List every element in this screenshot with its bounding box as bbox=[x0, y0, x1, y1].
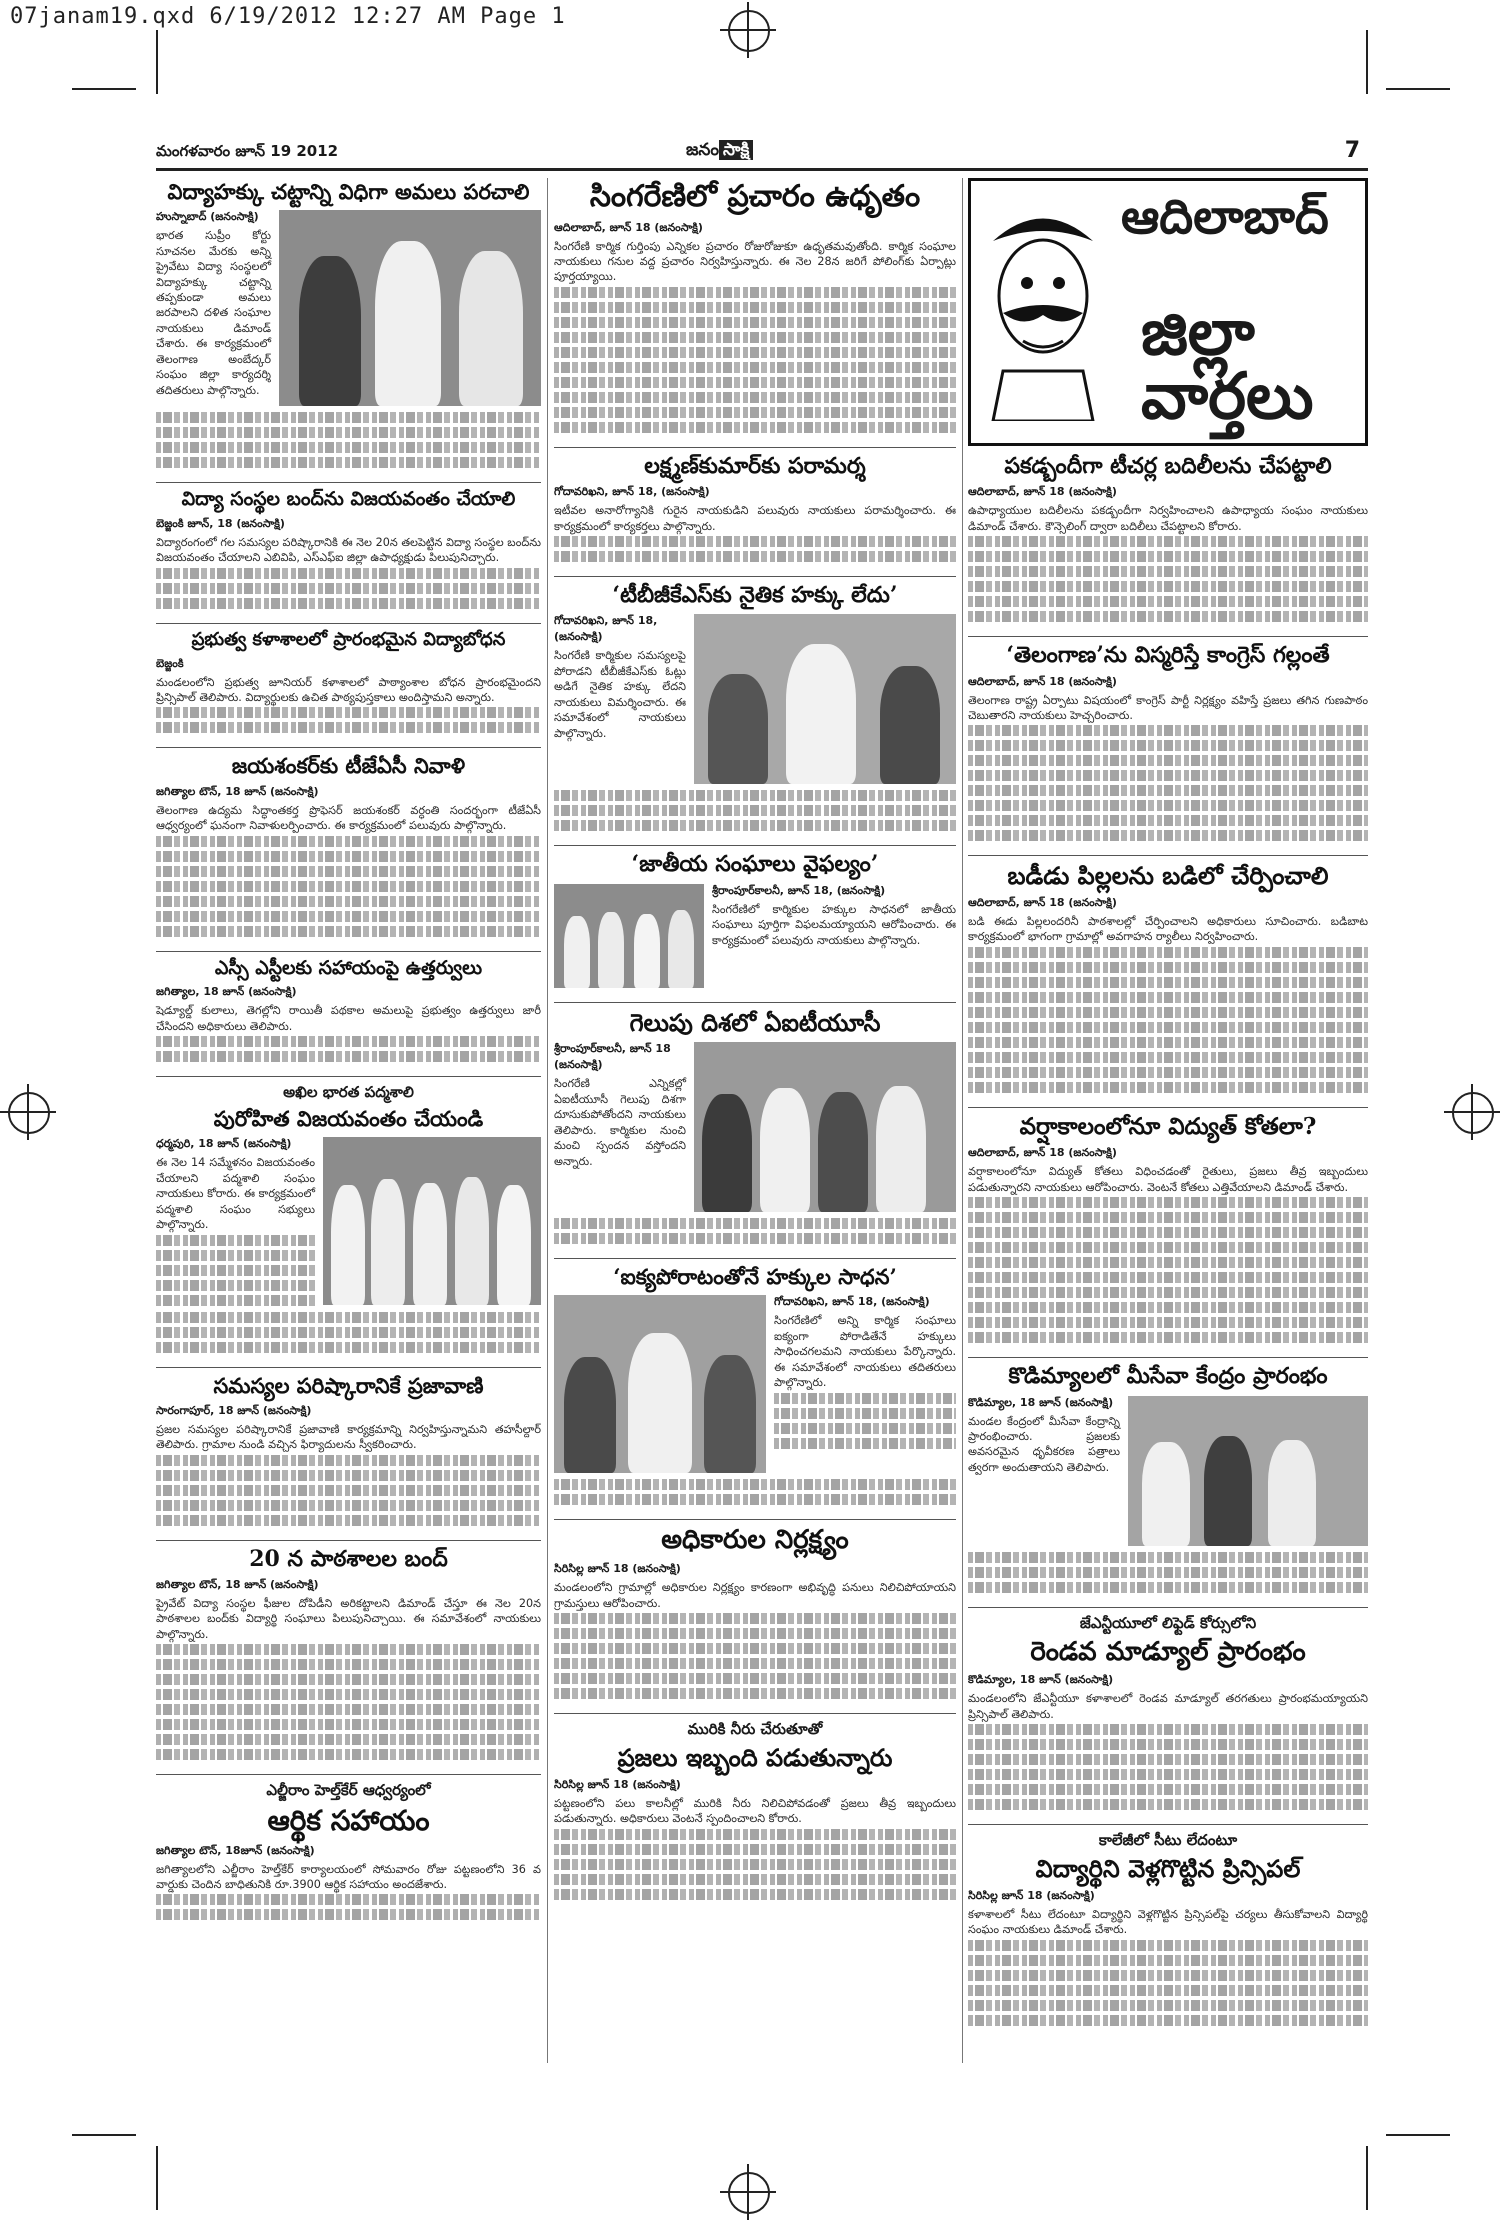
article-body: షెడ్యూల్డ్ కులాలు, తెగల్లోని రాయితీ పథకాల అమలుపై ప్రభుత్వం ఉత్తర్వులు జారీ చేసిందని అధికారులు తెలిపారు. bbox=[156, 1004, 541, 1033]
article-photo bbox=[694, 614, 956, 784]
article-kicker: మురికి నీరు చేరుతూతో bbox=[687, 1720, 823, 1739]
article bbox=[156, 1781, 541, 1924]
registration-mark-left bbox=[0, 1084, 56, 1140]
article bbox=[156, 180, 541, 472]
article-dateline: ఆదిలాబాద్, జూన్ 18 (జనంసాక్షి) bbox=[968, 1146, 1117, 1160]
article bbox=[156, 1374, 541, 1530]
article-body: ఉపాధ్యాయుల బదిలీలను పకడ్బందీగా నిర్వహించాలని ఉపాధ్యాయ సంఘం నాయకులు డిమాండ్ చేశారు. కౌన్సెలింగ్ ద్వారా బదిలీలు చేపట్టాలని కోరారు. bbox=[968, 504, 1368, 533]
article-headline: 20 న పాఠశాలల బంద్ bbox=[249, 1545, 448, 1572]
masthead-part-a: జనం bbox=[686, 140, 719, 160]
article-headline: విద్యార్థిని వెళ్లగొట్టిన ప్రిన్సిపల్ bbox=[1035, 1854, 1301, 1884]
article-headline: అధికారుల నిర్లక్ష్యం bbox=[661, 1525, 849, 1556]
article-dateline: జగిత్యాల టౌన్, 18 జూన్ (జనంసాక్షి) bbox=[156, 784, 319, 798]
article-headline: ఆర్థిక సహాయం bbox=[267, 1804, 430, 1838]
article-headline: సమస్యల పరిష్కారానికే ప్రజావాణి bbox=[213, 1372, 484, 1398]
column-rule bbox=[962, 178, 963, 2063]
article-body: ప్రైవేట్ విద్యా సంస్థల ఫీజుల దోపిడీని అరికట్టాలని డిమాండ్ చేస్తూ ఈ నెల 20న పాఠశాలల బంద్‌కు విద్యార్థి సంఘాలు పిలుపునిచ్చాయి. ఈ సమావేశంలో నాయకులు పాల్గొన్నారు. bbox=[156, 1597, 541, 1641]
article-headline: ప్రభుత్వ కళాశాలలో ప్రారంభమైన విద్యాబోధన bbox=[191, 628, 506, 650]
article-dateline: హుస్నాబాద్ (జనంసాక్షి) bbox=[156, 210, 259, 224]
article-body: బడి ఈడు పిల్లలందరినీ పాఠశాలల్లో చేర్పించాలని అధికారులు సూచించారు. బడిబాట కార్యక్రమంలో భాగంగా గ్రామాల్లో అవగాహన ర్యాలీలు నిర్వహించారు. bbox=[968, 915, 1368, 944]
article-headline: ‘తెలంగాణ’ను విస్మరిస్తే కాంగ్రెస్ గల్లంతే bbox=[1006, 642, 1330, 669]
article-dateline: కొడిమ్యాల, 18 జూన్ (జనంసాక్షి) bbox=[968, 1395, 1114, 1409]
article-headline: పకడ్బందీగా టీచర్ల బదిలీలను చేపట్టాలి bbox=[1004, 453, 1332, 479]
header-date: మంగళవారం జూన్ 19 2012 bbox=[156, 142, 339, 160]
article-headline: ప్రజలు ఇబ్బంది పడుతున్నారు bbox=[617, 1743, 893, 1773]
registration-mark-right bbox=[1444, 1084, 1500, 1140]
article-kicker: జేఎన్టీయూలో లిఫ్టెడ్ కోర్సులోని bbox=[1079, 1613, 1257, 1632]
article-dateline: జగిత్యాల టౌన్, 18 జూన్ (జనంసాక్షి) bbox=[156, 1578, 319, 1592]
article-photo bbox=[694, 1042, 956, 1212]
article-dateline: ఆదిలాబాద్, జూన్ 18 (జనంసాక్షి) bbox=[968, 896, 1117, 909]
column-middle bbox=[554, 178, 956, 1914]
article-dateline: జగిత్యాల, 18 జూన్ (జనంసాక్షి) bbox=[156, 985, 297, 999]
article-body: తెలంగాణ ఉద్యమ సిద్ధాంతకర్త ప్రొఫెసర్ జయశంకర్ వర్ధంతి సందర్భంగా టీజేఏసీ ఆధ్వర్యంలో ఘనంగా నివాళులర్పించారు. ఈ కార్యక్రమంలో పలువురు పాల్గొన్నారు. bbox=[156, 803, 541, 833]
article-headline: జయశంకర్‌కు టీజేఏసీ నివాళి bbox=[231, 753, 466, 779]
article-headline: పురోహిత విజయవంతం చేయండి bbox=[213, 1106, 484, 1132]
article-dateline: ఆదిలాబాద్, జూన్ 18 (జనంసాక్షి) bbox=[968, 485, 1117, 499]
masthead bbox=[686, 140, 753, 164]
article-photo bbox=[323, 1137, 541, 1305]
column-rule bbox=[547, 178, 548, 2063]
article bbox=[968, 454, 1368, 626]
article-headline: బడీడు పిల్లలను బడిలో చేర్పించాలి bbox=[1007, 861, 1329, 891]
article-headline: విద్యా సంస్థల బంద్‌ను విజయవంతం చేయాలి bbox=[181, 488, 516, 511]
crop-mark bbox=[1366, 2146, 1368, 2210]
article-kicker: ఎల్జీరాం హెల్త్‌కేర్ ఆధ్వర్యంలో bbox=[266, 1781, 431, 1800]
registration-mark-bottom bbox=[720, 2164, 776, 2220]
article-body: సింగరేణి కార్మిక గుర్తింపు ఎన్నికల ప్రచారం రోజురోజుకూ ఉధృతమవుతోంది. కార్మిక సంఘాల నాయకులు గనుల వద్ద ప్రచారం నిర్వహిస్తున్నారు. ఈ నెల 28న జరిగే పోలింగ్‌కు ఏర్పాట్లు పూర్తయ్యాయి. bbox=[554, 239, 956, 284]
page-number: 7 bbox=[1344, 138, 1360, 163]
article bbox=[968, 1614, 1368, 1815]
article-headline: ఎస్సీ ఎస్టీలకు సహాయంపై ఉత్తర్వులు bbox=[214, 956, 483, 979]
article bbox=[968, 1364, 1368, 1596]
article bbox=[968, 1114, 1368, 1347]
article-headline: విద్యాహక్కు చట్టాన్ని విధిగా అమలు పరచాలి bbox=[167, 179, 530, 204]
article bbox=[554, 583, 956, 835]
article-photo bbox=[554, 884, 704, 988]
article-body: సింగరేణి కార్మికుల సమస్యలపై పోరాడని టీబీజీకేఎస్‌కు ఓట్లు అడిగే నైతిక హక్కు లేదని నాయకులు విమర్శించారు. ఈ సమావేశంలో నాయకులు పాల్గొన్నారు. bbox=[554, 649, 686, 740]
article-dateline: గోదావరిఖని, జూన్ 18, (జనంసాక్షి) bbox=[554, 485, 710, 499]
article-dateline: సారంగాపూర్, 18 జూన్ (జనంసాక్షి) bbox=[156, 1403, 312, 1417]
crop-mark bbox=[156, 30, 158, 94]
article-body: పట్టణంలోని పలు కాలనీల్లో మురికి నీరు నిలిచిపోవడంతో ప్రజలు తీవ్ర ఇబ్బందులు పడుతున్నారు. అధికారులు వెంటనే స్పందించాలని కోరారు. bbox=[554, 1796, 956, 1826]
article-headline: సింగరేణిలో ప్రచారం ఉధృతం bbox=[589, 179, 921, 214]
article-body: జగిత్యాలలోని ఎల్జీరాం హెల్త్‌కేర్ కార్యాలయంలో సోమవారం రోజు పట్టణంలోని 36 వ వార్డుకు చెందిన బాధితునికి రూ.3900 ఆర్థిక సహాయం అందజేశారు. bbox=[156, 1862, 541, 1892]
article bbox=[554, 180, 956, 437]
article-dateline: సిరిసిల్ల జూన్ 18 (జనంసాక్షి) bbox=[554, 1562, 681, 1576]
article bbox=[156, 1083, 541, 1356]
cartoon-face-icon bbox=[983, 201, 1103, 421]
article-headline: కొడిమ్యాలలో మీసేవా కేంద్రం ప్రారంభం bbox=[1008, 1363, 1328, 1390]
article-body: సింగరేణిలో అన్ని కార్మిక సంఘాలు ఐక్యంగా పోరాడితేనే హక్కులు సాధించగలమని నాయకులు పేర్కొన్నారు. ఈ సమావేశంలో నాయకులు తదితరులు పాల్గొన్నారు. bbox=[774, 1314, 956, 1390]
article-dateline: శ్రీరాంపూర్‌కాలనీ, జూన్ 18 (జనంసాక్షి) bbox=[554, 1042, 671, 1072]
article-body: తెలంగాణ రాష్ట్ర ఏర్పాటు విషయంలో కాంగ్రెస్ పార్టీ నిర్లక్ష్యం వహిస్తే ప్రజలు తగిన గుణపాఠం చెబుతారని నాయకులు హెచ్చరించారు. bbox=[968, 693, 1368, 722]
article-body: మండలంలోని గ్రామాల్లో అధికారుల నిర్లక్ష్యం కారణంగా అభివృద్ధి పనులు నిలిచిపోయాయని గ్రామస్తులు ఆరోపించారు. bbox=[554, 1581, 956, 1610]
article bbox=[156, 958, 541, 1067]
article-dateline: సిరిసిల్ల జూన్ 18 (జనంసాక్షి) bbox=[554, 1777, 681, 1791]
crop-mark bbox=[1386, 2134, 1450, 2136]
article bbox=[156, 630, 541, 738]
column-left bbox=[156, 178, 541, 1934]
article-body: సింగరేణిలో కార్మికుల హక్కుల సాధనలో జాతీయ సంఘాలు పూర్తిగా విఫలమయ్యాయని ఆరోపించారు. ఈ కార్యక్రమంలో పలువురు నాయకులు పాల్గొన్నారు. bbox=[712, 902, 956, 947]
article-dateline: ఆదిలాబాద్, జూన్ 18 (జనంసాక్షి) bbox=[554, 220, 703, 234]
article-body: వర్షాకాలంలోనూ విద్యుత్ కోతలు విధించడంతో రైతులు, ప్రజలు తీవ్ర ఇబ్బందులు పడుతున్నారని నాయకులు ఆరోపించారు. వెంటనే కోతలు ఎత్తివేయాలని డిమాండ్ చేశారు. bbox=[968, 1165, 1368, 1194]
article bbox=[968, 643, 1368, 845]
article bbox=[554, 1265, 956, 1509]
article-body: మండల కేంద్రంలో మీసేవా కేంద్రాన్ని ప్రారంభించారు. ప్రజలకు అవసరమైన ధృవీకరణ పత్రాలు త్వరగా అందుతాయని తెలిపారు. bbox=[968, 1414, 1120, 1474]
article-body: ఇటీవల అనారోగ్యానికి గురైన నాయకుడిని పలువురు నాయకులు పరామర్శించారు. ఈ కార్యక్రమంలో కార్యకర్తలు పాల్గొన్నారు. bbox=[554, 504, 956, 533]
article bbox=[554, 454, 956, 566]
column-right bbox=[968, 178, 1368, 2040]
logo-title-line2: జిల్లా వార్తలు bbox=[1141, 295, 1314, 434]
article bbox=[554, 852, 956, 991]
article-body: ప్రజల సమస్యల పరిష్కారానికే ప్రజావాణి కార్యక్రమాన్ని నిర్వహిస్తున్నామని తహసీల్దార్ తెలిపారు. గ్రామాల నుండి వచ్చిన ఫిర్యాదులను స్వీకరించారు. bbox=[156, 1422, 541, 1452]
article bbox=[968, 862, 1368, 1097]
article bbox=[968, 1831, 1368, 2030]
article-dateline: సిరిసిల్ల జూన్ 18 (జనంసాక్షి) bbox=[968, 1888, 1095, 1902]
registration-mark-top bbox=[720, 2, 776, 58]
article-dateline: గోదావరిఖని, జూన్ 18, (జనంసాక్షి) bbox=[554, 614, 658, 644]
article-dateline: కొడిమ్యాల, 18 జూన్ (జనంసాక్షి) bbox=[968, 1673, 1114, 1687]
article-headline: రెండవ మాడ్యూల్ ప్రారంభం bbox=[1030, 1636, 1306, 1667]
article-dateline: జగిత్యాల టౌన్, 18జూన్ (జనంసాక్షి) bbox=[156, 1843, 315, 1857]
article-headline: ‘జాతీయ సంఘాలు వైఫల్యం’ bbox=[631, 851, 879, 878]
article-dateline: బెజ్జంకి bbox=[156, 656, 184, 670]
article-headline: గెలుపు దిశలో ఏఐటీయూసీ bbox=[629, 1007, 881, 1037]
article-dateline: ధర్మపురి, 18 జూన్ (జనంసాక్షి) bbox=[156, 1137, 292, 1151]
crop-mark bbox=[156, 2146, 158, 2210]
article-kicker: కాలేజీలో సీటు లేదంటూ bbox=[1098, 1831, 1238, 1850]
article-body: మండలంలోని జేఎన్టీయూ కళాశాలలో రెండవ మాడ్యూల్ తరగతులు ప్రారంభమయ్యాయని ప్రిన్సిపాల్ తెలిపారు. bbox=[968, 1692, 1368, 1721]
article-body: మండలంలోని ప్రభుత్వ జూనియర్ కళాశాలలో పాఠ్యాంశాల బోధన ప్రారంభమైందని ప్రిన్సిపాల్ తెలిపారు. విద్యార్థులకు ఉచిత పాఠ్యపుస్తకాలు అందిస్తామని అన్నారు. bbox=[156, 675, 541, 705]
article-headline: వర్షాకాలంలోనూ విద్యుత్ కోతలా? bbox=[1019, 1112, 1317, 1140]
article-body: కళాశాలలో సీటు లేదంటూ విద్యార్థిని వెళ్లగొట్టిన ప్రిన్సిపల్‌పై చర్యలు తీసుకోవాలని విద్యార్థి సంఘం నాయకులు డిమాండ్ చేశారు. bbox=[968, 1907, 1368, 1937]
article-headline: లక్ష్మణ్‌కుమార్‌కు పరామర్శ bbox=[644, 452, 866, 479]
article bbox=[156, 1547, 541, 1765]
article-body: భారత సుప్రీం కోర్టు సూచనల మేరకు అన్ని ప్రైవేటు విద్యా సంస్థలలో విద్యాహక్కు చట్టాన్ని తప్పకుండా అమలు జరపాలని దళిత సంఘాల నాయకులు డిమాండ్ చేశారు. ఈ కార్యక్రమంలో తెలంగాణ అంబేద్కర్ సంఘం జిల్లా కార్యదర్శి తదితరులు పాల్గొన్నారు. bbox=[156, 229, 271, 397]
article-headline: ‘ఐక్యపోరాటంతోనే హక్కుల సాధన’ bbox=[613, 1264, 897, 1290]
logo-title-line1: ఆదిలాబాద్ bbox=[1121, 189, 1329, 245]
page-header bbox=[156, 138, 1368, 171]
article bbox=[554, 1720, 956, 1904]
article-kicker: అఖిల భారత పద్మశాలి bbox=[283, 1083, 414, 1102]
crop-mark bbox=[72, 2134, 136, 2136]
article bbox=[554, 1526, 956, 1703]
article-body: విద్యారంగంలో గల సమస్యల పరిష్కారానికి ఈ నెల 20న తలపెట్టిన విద్యా సంస్థల బంద్‌ను విజయవంతం చేయాలని ఎబివిపి, ఎస్ఎఫ్ఐ జిల్లా ఉపాధ్యక్షుడు పిలుపునిచ్చారు. bbox=[156, 535, 541, 565]
crop-mark bbox=[1386, 88, 1450, 90]
article bbox=[554, 1009, 956, 1249]
article-photo bbox=[1128, 1396, 1368, 1546]
newspaper-page bbox=[156, 138, 1368, 2066]
article-headline: ‘టీబీజీకేఎస్‌కు నైతిక హక్కు లేదు’ bbox=[612, 582, 898, 609]
article-photo bbox=[554, 1295, 766, 1473]
article-dateline: ఆదిలాబాద్, జూన్ 18 (జనంసాక్షి) bbox=[968, 674, 1117, 688]
article-dateline: గోదావరిఖని, జూన్ 18, (జనంసాక్షి) bbox=[774, 1295, 930, 1309]
article-photo bbox=[279, 210, 541, 406]
crop-mark bbox=[1366, 30, 1368, 94]
article-dateline: శ్రీరాంపూర్‌కాలనీ, జూన్ 18, (జనంసాక్షి) bbox=[712, 883, 886, 897]
article bbox=[156, 489, 541, 613]
article-body: ఈ నెల 14 సమ్మేళనం విజయవంతం చేయాలని పద్మశాలి సంఘం నాయకులు కోరారు. ఈ కార్యక్రమంలో పద్మశాలి సంఘం సభ్యులు పాల్గొన్నారు. bbox=[156, 1156, 315, 1232]
article-dateline: బెజ్జంకి జూన్, 18 (జనంసాక్షి) bbox=[156, 516, 285, 530]
masthead-part-b: సాక్షి bbox=[719, 140, 753, 160]
file-slug: 07janam19.qxd 6/19/2012 12:27 AM Page 1 bbox=[10, 4, 566, 29]
article bbox=[156, 754, 541, 940]
crop-mark bbox=[72, 88, 136, 90]
district-news-logo bbox=[968, 178, 1368, 446]
article-body: సింగరేణి ఎన్నికల్లో ఏఐటీయూసీ గెలుపు దిశగా దూసుకుపోతోందని నాయకులు తెలిపారు. కార్మికుల నుంచి మంచి స్పందన వస్తోందని అన్నారు. bbox=[554, 1077, 686, 1168]
